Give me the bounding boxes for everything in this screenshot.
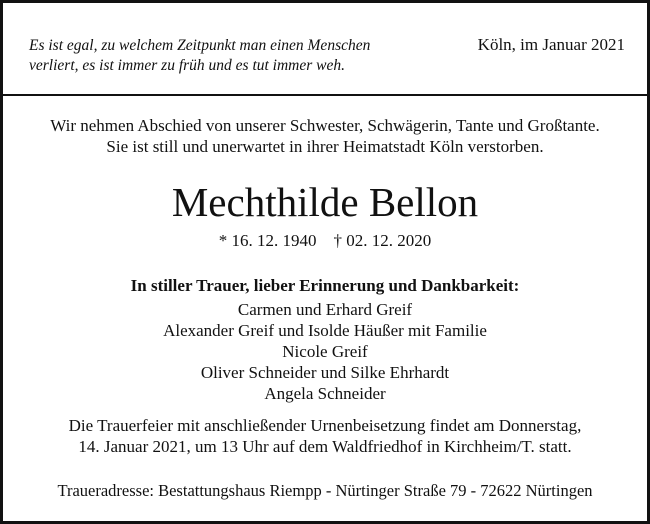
funeral-line: 14. Januar 2021, um 13 Uhr auf dem Waldfriedhof in Kirchheim/T. statt. — [78, 437, 572, 456]
divider — [3, 94, 647, 96]
mourners-heading: In stiller Trauer, lieber Erinnerung und Dankbarkeit: — [130, 276, 520, 295]
funeral-line: Die Trauerfeier mit anschließender Urnenbeisetzung findet am Donnerstag, — [68, 416, 582, 435]
intro-line: Wir nehmen Abschied von unserer Schwester, Schwägerin, Tante und Großtante. — [50, 116, 600, 135]
mourner-name: Carmen und Erhard Greif — [237, 300, 413, 319]
intro-text — [3, 115, 647, 157]
deceased-name: Mechthilde Bellon — [171, 179, 479, 225]
mourning-address: Traueradresse: Bestattungshaus Riempp - Nürtinger Straße 79 - 72622 Nürtingen — [57, 481, 593, 500]
quote — [29, 36, 370, 76]
quote-line: Es ist egal, zu welchem Zeitpunkt man einen Menschen — [29, 37, 371, 54]
funeral-info — [3, 415, 647, 457]
mourner-name: Angela Schneider — [264, 384, 386, 403]
place-date: Köln, im Januar 2021 — [477, 35, 625, 54]
quote-line: verliert, es ist immer zu früh und es tut immer weh. — [29, 57, 346, 74]
mourners-list — [3, 299, 647, 404]
mourner-name: Oliver Schneider und Silke Ehrhardt — [200, 363, 450, 382]
life-dates: * 16. 12. 1940 † 02. 12. 2020 — [218, 231, 432, 250]
mourner-name: Nicole Greif — [282, 342, 368, 361]
mourner-name: Alexander Greif und Isolde Häußer mit Familie — [163, 321, 487, 340]
intro-line: Sie ist still und unerwartet in ihrer Heimatstadt Köln verstorben. — [106, 137, 544, 156]
